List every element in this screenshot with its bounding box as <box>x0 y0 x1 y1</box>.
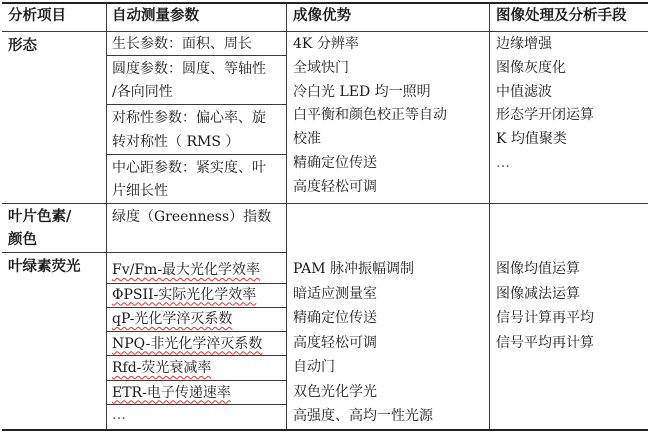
list-item: 全域快门 <box>293 59 349 76</box>
list-item <box>112 283 262 308</box>
param-etr: ETR-电子传递速率 <box>112 384 231 401</box>
list-item <box>112 381 262 406</box>
table-top-rule <box>2 2 648 4</box>
param-qp: qP-光化学淬灭系数 <box>112 311 233 327</box>
column-divider-3 <box>489 2 490 429</box>
morphology-processing-list <box>496 33 594 176</box>
param-centroid-line2: 片细长性 <box>112 183 168 199</box>
list-item: 冷白光 LED 均一照明 <box>293 83 431 100</box>
param-centroid-line1: 中心距参数：紧实度、叶 <box>112 160 266 176</box>
row-label-pigment-line1: 叶片色素/ <box>8 208 72 225</box>
list-item: 高度轻松可调 <box>293 334 377 351</box>
list-item: 高强度、高均一性光源 <box>293 408 433 424</box>
list-item: 图像减法运算 <box>496 285 580 302</box>
row-label-pigment-line2: 颜色 <box>8 231 37 248</box>
param-roundness-line1: 圆度参数：圆度、等轴性 <box>112 61 266 77</box>
column-divider-1 <box>106 2 107 429</box>
list-item <box>112 356 262 381</box>
row-label-morphology: 形态 <box>8 37 37 54</box>
list-item: 双色光化学光 <box>293 383 377 400</box>
param-npq: NPQ-非光化学淬灭系数 <box>112 335 263 352</box>
param-divider-3 <box>106 154 286 155</box>
morphology-row-rule <box>2 203 648 204</box>
list-item: 精确定位传送 <box>293 310 377 326</box>
list-item: … <box>112 407 126 423</box>
list-item: 图像灰度化 <box>496 59 566 76</box>
list-item: 边缘增强 <box>496 36 552 52</box>
fluorescence-params-list <box>112 258 262 427</box>
table-bottom-rule <box>2 429 648 431</box>
list-item: 自动门 <box>293 359 335 375</box>
list-item: 暗适应测量室 <box>293 285 377 302</box>
param-rfd: Rfd-荧光衰减率 <box>112 360 212 376</box>
list-item: 校准 <box>293 131 321 148</box>
fluorescence-advantages-list <box>293 257 433 429</box>
column-divider-2 <box>286 2 287 429</box>
list-item <box>112 332 262 357</box>
list-item: 4K 分辨率 <box>293 36 359 52</box>
param-divider-2 <box>106 104 286 105</box>
param-fvfm: Fv/Fm-最大光化学效率 <box>112 262 261 278</box>
list-item: 精确定位传送 <box>293 154 377 171</box>
row-label-fluorescence: 叶绿素荧光 <box>8 258 81 275</box>
param-symmetry-line1: 对称性参数：偏心率、旋 <box>112 110 266 126</box>
param-greenness: 绿度（Greenness）指数 <box>112 209 272 225</box>
fluorescence-processing-list <box>496 257 594 355</box>
list-item: 图像均值运算 <box>496 261 580 277</box>
list-item: PAM 脉冲振幅调制 <box>293 261 415 277</box>
pigment-row-rule <box>2 252 286 253</box>
list-item: 高度轻松可调 <box>293 178 377 195</box>
param-growth: 生长参数：面积、周长 <box>112 36 252 52</box>
header-rule <box>2 31 648 32</box>
list-item: 信号平均再计算 <box>496 334 594 351</box>
param-phipsii: ΦPSII-实际光化学效率 <box>112 286 257 303</box>
list-item: 中值滤波 <box>496 83 552 100</box>
list-item: 形态学开闭运算 <box>496 107 594 124</box>
header-analysis-item: 分析项目 <box>8 7 66 24</box>
header-processing-methods: 图像处理及分析手段 <box>496 7 627 24</box>
morphology-advantages-list <box>293 33 447 200</box>
param-roundness-line2: /各向同性 <box>112 84 173 100</box>
header-imaging-advantages: 成像优势 <box>293 7 351 24</box>
list-item: 信号计算再平均 <box>496 310 594 326</box>
list-item: 白平衡和颜色校正等自动 <box>293 107 447 124</box>
param-symmetry-line2: 转对称性（ RMS ） <box>112 134 240 150</box>
header-auto-params: 自动测量参数 <box>112 7 199 24</box>
list-item <box>112 258 262 283</box>
list-item: … <box>496 154 510 171</box>
list-item: K 均值聚类 <box>496 131 567 148</box>
list-item <box>112 307 262 332</box>
